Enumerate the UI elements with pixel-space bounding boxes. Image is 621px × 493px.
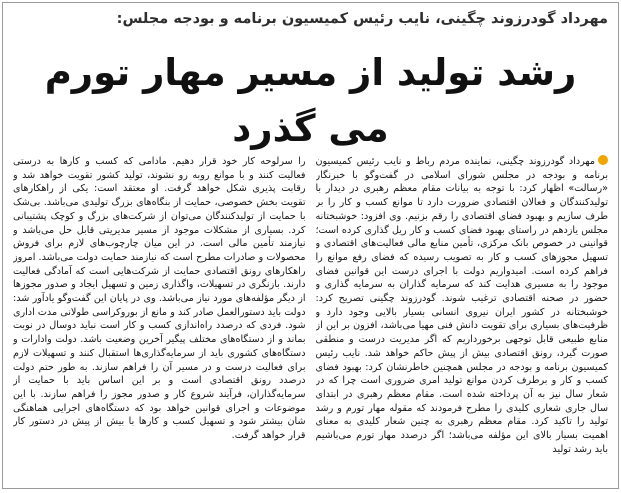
headline-line-2: می گذرد [232,107,389,150]
body-text-right: مهرداد گودرزوند چگینی، نماینده مردم رباط و نایب رئیس کمیسیون برنامه و بودجه در مجلس شورای اسلامی در گفت‌وگو با خبرنگار «رسالت» اظهار کرد: با توجه به بیانات مقام معظم رهبری در دیدار با تولیدکنندگان و فعالان اقتصادی ضرورت دارد تا موانع کسب و کار را بر طرف سازیم و بهبود فضای اقتصادی را رقم بزنیم. وی افزود: خوشبختانه مجلس یازدهم در راستای بهبود فضای کسب و کار ریل گذاری کرده است؛ قوانینی در خصوص بانک مرکزی، تأمین منابع مالی فعالیت‌های اقتصادی و تسهیل مجوزهای کسب و کار به تصویب رسیده که فضای رفع موانع را فراهم کرده است. امیدواریم دولت با اجرای درست این قوانین فضای موجود را به مسیری هدایت کند که سرمایه گذاران به سرمایه گذاری و حضور در صحنه اقتصادی ترغیب شوند. گودرزوند چگینی تصریح کرد: خوشبختانه در کشور ایران نیروی انسانی بسیار بالایی وجود دارد و ظرفیت‌های بسیاری برای تقویت دانش فنی مهیا می‌باشد، افزون بر این از منابع طبیعی قابل توجهی برخورداریم که اگر مدیریت درست و منطقی صورت گیرد، رونق اقتصادی بیش از پیش حاکم خواهد شد. نایب رئیس کمیسیون برنامه و بودجه در مجلس همچنین خاطرنشان کرد: بهبود فضای کسب و کار و برطرف کردن موانع تولید امری ضروری است چرا که در شعار سال نیز به آن پرداخته شده است. مقام معظم رهبری در ابتدای سال جاری شعاری کلیدی را مطرح فرمودند که مقوله مهار تورم و رشد تولید را تاکید کرد. مقام معظم رهبری به چنین شعار کلیدی به معنای اهمیت بسیار بالای این مؤلفه می‌باشد؛ اگر درصدد مهار تورم می‌باشیم باید رشد تولید [315,156,608,455]
body-column-right [316,155,609,480]
article-body [13,155,608,480]
headline-line-1: رشد تولید از مسیر مهار تورم [44,51,577,94]
body-column-left [13,155,306,480]
article-headline [23,45,598,157]
body-text-left: را سرلوحه کار خود قرار دهیم. مادامی که کسب و کارها به درستی فعالیت کنند و با موانع روبه رو نشوند، تولید کشور تقویت خواهد شد و رقابت پذیری شکل خواهد گرفت. او معتقد است: یکی از راهکارهای تقویت بخش خصوصی، حمایت از بنگاه‌های بزرگ تولیدی می‌باشد. بی‌شک با حمایت از تولیدکنندگان می‌توان از شرکت‌های بزرگ و کوچک پشتیبانی کرد. بسیاری از مشکلات موجود از مسیر مدیریتی قابل حل می‌باشد و نیازمند تأمین مالی است. در این میان چارچوب‌های لازم برای فروش محصولات و صادرات مطرح است که نیازمند حمایت دولت می‌باشد. امروز راهکارهای رونق اقتصادی حمایت از شرکت‌هایی است که آمادگی فعالیت دارند. بازنگری در تسهیلات، واگذاری زمین و تسهیل ایجاد و صدور مجوزها از دیگر مؤلفه‌های مورد نیاز می‌باشد. وی در پایان این گفت‌وگو یادآور شد: دولت باید دستورالعمل صادر کند و مانع از بوروکراسی طولانی مدت اداری شود. فردی که درصدد راه‌اندازی کسب و کار است نباید دوسال در نوبت بماند و از دستگاه‌های مختلف پیگیر آخرین وضعیت باشد. دولت وادارات و دستگاه‌های کشوری باید از سرمایه‌گذاری‌ها استقبال کنند و تسهیلات لازم برای فعالیت درست و در مسیر آن را فراهم سازند. به طور حتم دولت درصدد رونق اقتصادی است و بر این اساس باید با حمایت از سرمایه‌گذاران، فرآیند شروع کار و صدور مجوز را فراهم سازند. با این موضوعات و اجرای قوانین خواهد بود که دستگاه‌های اجرایی هماهنگی شان بیشتر شود و تسهیل کسب و کارها با بیش از پیش در دستور کار قرار خواهد گرفت. [13,156,306,442]
newspaper-article [2,2,619,489]
article-kicker: مهرداد گودرزوند چگینی، نایب رئیس کمیسیون برنامه و بودجه مجلس: [116,11,608,27]
orange-bullet-icon [598,155,608,165]
